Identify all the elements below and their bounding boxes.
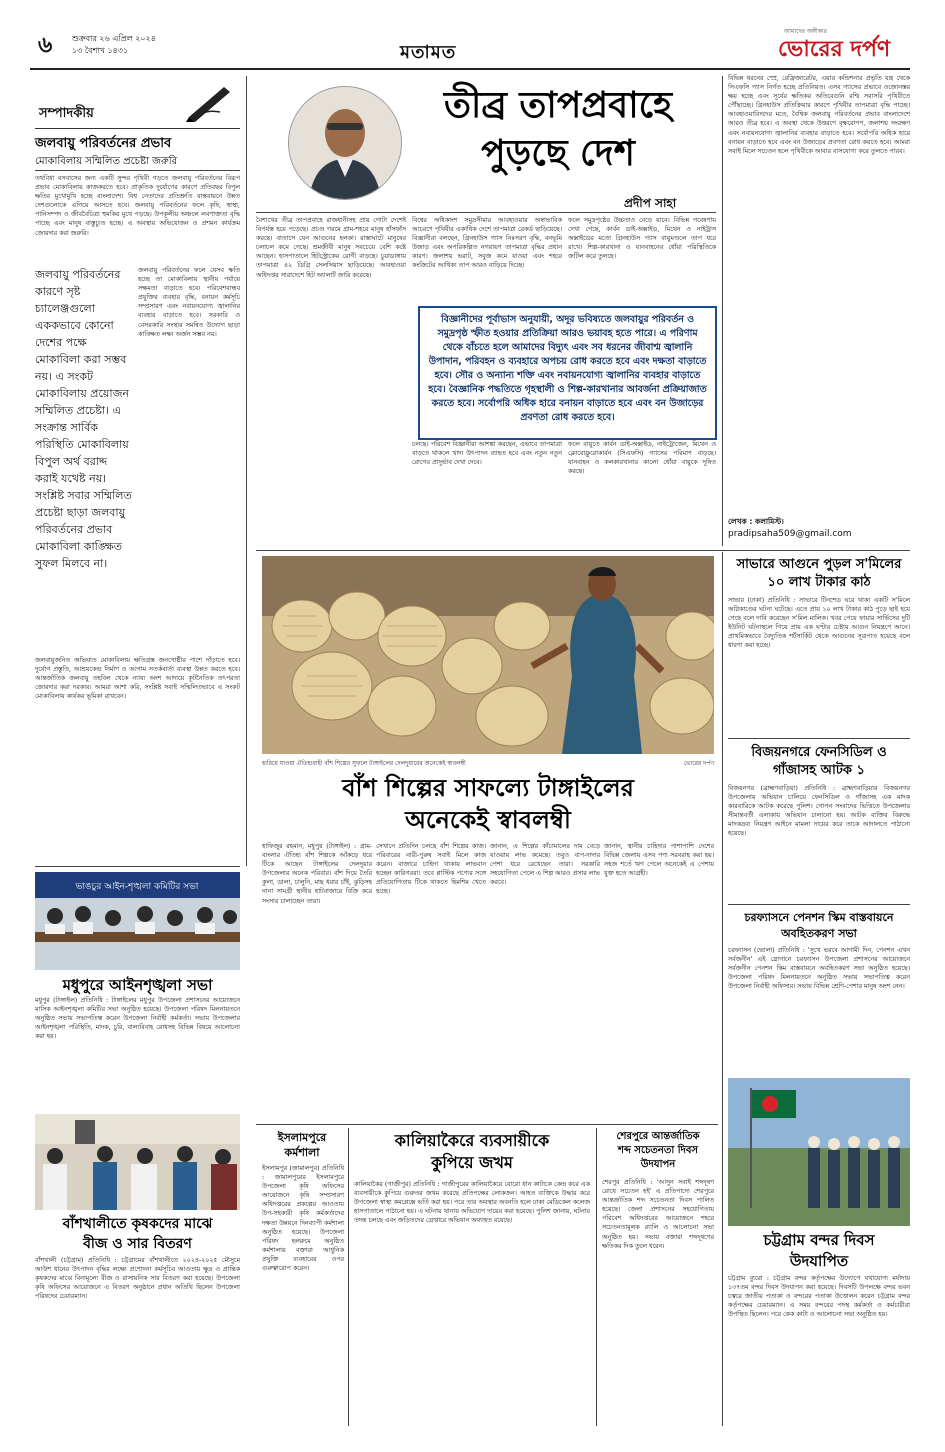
kaliakoir-divider [596,1128,597,1426]
madhupur-photo [35,872,240,970]
feature-quote-box: বিজ্ঞানীদের পূর্বাভাস অনুযায়ী, অদূর ভবিষ্যতে জলবায়ুর পরিবর্তন ও সমুদ্রপৃষ্ঠ স্ফীত হওয়ার প্রতিক্রিয়া আরও ভয়াবহ হতে পারে। এ পরিণাম থেকে বাঁচতে হলে আমাদের বিদ্যুৎ এবং সব ধরনের জীবাশ্ম জ্বালানি উপাদান, পরিবহন ও ব্যবহারে অপচয় রোধ করতে হবে এবং দক্ষতা বাড়াতে হবে। সৌর ও অন্যান্য শক্তি এবং নবায়নযোগ্য জ্বালানির ব্যবহার বাড়াতে হবে। বৈজ্ঞানিক পদ্ধতিতে গৃহস্থালী ও শিল্প-কারখানার আবর্জনা প্রক্রিয়াজাত করতে হবে। সর্বোপরি অধিক হারে বনায়ন বাড়াতে হবে এবং বন উজাড়ের প্রবণতা রোধ করতে হবে। [418,306,717,440]
banshkhali-headline: বাঁশখালীতে কৃষকদের মাঝে বীজ ও সার বিতরণ [62,1216,213,1252]
pen-icon [184,82,234,122]
editorial-label-box [35,76,240,129]
feature-author: প্রদীপ সাহা [624,196,677,210]
right-column-divider [722,552,723,1426]
bamboo-body-3: জানান, এ শিল্পের কাঁচামালের দাম বেড়ে যাওয়ায় লাভ কমেছে। তবুও বাপ-দাদার পেশা ধরে রেখেছেন তারা। সরকারি সহযোগিতা পেলে এ শিল্প আরও প্রসার লাভ করবে। [490,843,600,887]
madhupur-headline: মধুপুরে আইনশৃঙ্খলা সভা [62,976,213,994]
writer-note: লেখক : কলামিস্ট। [728,517,784,526]
editorial-body-1: তথবিধা বসবাসের জন্য একটি সুন্দর পৃথিবী গড়তে জলবায়ু পরিবর্তনের বিরূপ প্রভাব মোকাবিলায় কাজকরতে হবে। প্রাকৃতিক দুর্যোগের কারণে প্রতিবছর বিপুল ক্ষতির মুখোমুখি হচ্ছে বাংলাদেশ। বিশ্ব নেতাদের প্রতিশ্রুতি বাস্তবায়নে উন্নত দেশগুলোকে এগিয়ে আসতে হবে। জলবায়ু পরিবর্তনের ফলে কৃষি, স্বাস্থ্য, পানিসম্পদ ও জীববৈচিত্র্য হুমকির মুখে পড়ছে। উপকূলীয় অঞ্চলে লবণাক্ততা বৃদ্ধি পাচ্ছে এবং মানুষ বাস্তুচ্যুত হচ্ছে। এ অবস্থায় অভিযোজন ও প্রশমন কার্যক্রম জোরদার করা জরুরি। [35,175,240,237]
savar-rule [728,738,910,739]
kaliakoir-body: কালিয়াকৈর (গাজীপুর) প্রতিনিধি : গাজীপুরের কালিয়াকৈরে বোরো ধান কাটাকে কেন্দ্র করে এক ব্যবসায়ীকে কুপিয়ে গুরুতর জখম করেছে প্রতিপক্ষের লোকজন। আহত ব্যক্তিকে উদ্ধার করে উপজেলা স্বাস্থ্য কমপ্লেক্সে ভর্তি করা হয়। পরে তার অবস্থার অবনতি হলে ঢাকা মেডিকেল কলেজ হাসপাতালে পাঠানো হয়। এ ঘটনায় থানায় অভিযোগ দায়ের করা হয়েছে। পুলিশ জানায়, ঘটনার তদন্ত চলছে এবং জড়িতদের গ্রেপ্তারে অভিযান অব্যাহত রয়েছে। [354,1181,590,1225]
bamboo-body-2: সেখানে প্রতিদিন চলছে বাঁশ শিল্পের কাজ। পরিবারের নারী-পুরুষ সবাই মিলে কাজ করেন। বাজারে চাহিদা থাকায় লাভবান হচ্ছেন কারিগররা। তবে প্লাস্টিক পণ্যের সঙ্গে প্রতিযোগিতায় টিকে থাকতে হিমশিম খেতে হচ্ছে। [376,843,486,896]
bamboo-body-1: হাফিজুর রহমান, মধুপুর (টাঙ্গাইল) : গ্রাম-বাংলার ঐতিহ্য বাঁশ শিল্পকে আঁকড়ে ধরে টিকে আছেন টাঙ্গাইলের দেলদুয়ার উপজেলার অনেক পরিবার। বাঁশ দিয়ে তৈরি কুলা, ডালা, চালুনি, মাছ ধরার চাঁই, ঝুড়িসহ নানা সামগ্রী স্থানীয় হাটবাজারে বিক্রি করে সংসার চালাচ্ছেন তারা। [262,843,372,905]
feature-bottom-rule [256,550,910,551]
bijoynagar-headline: বিজয়নগরে ফেনসিডিল ও গাঁজাসহ আটক ১ [751,745,887,778]
feature-col-5: চলছে। পরিবেশ বিজ্ঞানীরা আশঙ্কা করছেন, এভাবে তাপমাত্রা বাড়তে থাকলে খাদ্য উৎপাদন ব্যাহত হবে এবং নতুন নতুন রোগের প্রাদুর্ভাব দেখা দেবে। [412,441,562,467]
bamboo-photo [262,556,714,754]
editorial-subtitle: মোকাবিলায় সম্মিলিত প্রচেষ্টা জরুরি [35,156,178,167]
feature-title-rule [256,212,716,213]
bijoynagar-body: বিজয়নগর (ব্রাহ্মণবাড়িয়া) প্রতিনিধি : ব্রাহ্মণবাড়িয়ার বিজয়নগর উপজেলায় অভিযান চালিয়ে ফেনসিডিল ও গাঁজাসহ এক মাদক কারবারিকে আটক করেছে পুলিশ। গোপন সংবাদের ভিত্তিতে উপজেলার সীমান্তবর্তী এলাকায় অভিযান চালানো হয়। আটক ব্যক্তির বিরুদ্ধে মাদকদ্রব্য নিয়ন্ত্রণ আইনে মামলা দায়ের করে তাকে আদালতে পাঠানো হয়েছে। [728,785,910,838]
islampur-divider [348,1128,349,1426]
kaliakoir-headline: কালিয়াকৈরে ব্যবসায়ীকে কুপিয়ে জখম [394,1131,550,1172]
charfashion-body: চরফ্যাসন (ভোলা) প্রতিনিধি : 'সুখে ভরবে আগামী দিন, পেনশন এখন সর্বজনীন' এই স্লোগানে চরফ্যাসন উপজেলা প্রশাসনের আয়োজনে সর্বজনীন পেনশন স্কিম বাস্তবায়নে অবহিতকরণ সভা অনুষ্ঠিত হয়েছে। উপজেলা পরিষদ মিলনায়তনে অনুষ্ঠিত সভায় সভাপতিত্ব করেন উপজেলা নির্বাহী অফিসার। সভায় বিভিন্ন শ্রেণি-পেশার মানুষ অংশ নেন। [728,947,910,991]
bamboo-headline: বাঁশ শিল্পের সাফল্যে টাঙ্গাইলের অনেকেই স্বাবলম্বী [342,774,634,834]
islampur-body: ইসলামপুর (জামালপুর) প্রতিনিধি : জামালপুরের ইসলামপুরে উপজেলা কৃষি অফিসের আয়োজনে কৃষি সম্প্রসারণ অধিদপ্তরের প্রকল্পের আওতায় উপ-সহকারী কৃষি কর্মকর্তাদের দক্ষতা উন্নয়নে দিনব্যাপী কর্মশালা অনুষ্ঠিত হয়েছে। উপজেলা পরিষদ হলরুমে অনুষ্ঠিত কর্মশালায় বক্তারা আধুনিক প্রযুক্তি ব্যবহারের ওপর গুরুত্বারোপ করেন। [262,1165,344,1273]
section-title: মতামত [400,42,457,63]
islampur-headline: ইসলামপুরে কর্মশালা [277,1131,327,1159]
banshkhali-body: বাঁশখালী (চট্টগ্রাম) প্রতিনিধি : চট্টগ্রামের বাঁশখালীতে ২০২৪-২০২৫ মৌসুমে আউশ ধানের উৎপাদন বৃদ্ধির লক্ষ্যে প্রণোদনা কর্মসূচির আওতায় ক্ষুদ্র ও প্রান্তিক কৃষকদের মাঝে বিনামূল্যে বীজ ও রাসায়নিক সার বিতরণ করা হয়েছে। উপজেলা কৃষি অফিসের আয়োজনে এ বিতরণ অনুষ্ঠানে প্রধান অতিথি ছিলেন উপজেলা পরিষদের চেয়ারম্যান। [35,1257,240,1301]
chattogram-body: চট্টগ্রাম ব্যুরো : চট্টগ্রাম বন্দর কর্তৃপক্ষের উদ্যোগে যথাযোগ্য মর্যাদায় ১৩৭তম বন্দর দিবস উদযাপন করা হয়েছে। দিবসটি উপলক্ষে বন্দর ভবন চত্বরে জাতীয় পতাকা ও বন্দরের পতাকা উত্তোলন করেন চট্টগ্রাম বন্দর কর্তৃপক্ষের চেয়ারম্যান। এ সময় বন্দরের পদস্থ কর্মকর্তা ও কর্মচারীরা উপস্থিত ছিলেন। পরে কেক কাটা ও আলোচনা সভা অনুষ্ঠিত হয়। [728,1275,910,1319]
sherpur-headline: শেরপুরে আন্তর্জাতিক শব্দ সচেতনতা দিবস উদযাপন [616,1131,700,1170]
editorial-label: সম্পাদকীয় [39,106,94,121]
feature-col-3: ফলে সমুদ্রপৃষ্ঠের উচ্চতাও বেড়ে যাবে। বিভিন্ন গবেষণায় দেখা গেছে, কার্বন ডাই-অক্সাইড, মিথেন ও নাইট্রাস অক্সাইডের মতো গ্রিনহাউস গ্যাস বায়ুমণ্ডলে তাপ ধরে রাখে। শিল্প-কারখানা ও যানবাহনের ধোঁয়া পরিস্থিতিকে জটিল করে তুলছে। [568,217,716,261]
savar-headline: সাভারে আগুনে পুড়ল স'মিলের ১০ লাখ টাকার কাঠ [736,557,902,590]
editorial-title: জলবায়ু পরিবর্তনের প্রভাব [35,136,172,151]
page-number: ৬ [38,32,53,58]
madhupur-banner: ভাঙচুর আইন-শৃঙ্খলা কমিটির সভা [75,882,199,892]
date-line: শুক্রবার ২৬ এপ্রিল ২০২৪ ১৩ বৈশাখ ১৪৩১ [72,34,156,55]
bamboo-body-4: জানান, স্থানীয় চাহিদার পাশাপাশি দেশের বিভিন্ন জেলায় এসব পণ্য সরবরাহ করা হয়। সহজ শর্তে ঋণ পেলে অনেকেই এ পেশায় যুক্ত হতে আগ্রহী। [604,843,714,878]
chattogram-headline: চট্টগ্রাম বন্দর দিবস উদযাপিত [763,1231,875,1270]
chattogram-photo [728,1078,910,1226]
bamboo-photo-credit: ভোরের দর্পণ [683,760,714,767]
brand-logo [778,26,908,66]
author-photo [288,86,402,200]
feature-col-6: ফলে বায়ুতে কার্বন ডাই-অক্সাইড, নাইট্রোজেন, মিথেন ও ক্লোরোফ্লুরোকার্বন (সিএফসি) গ্যাসের পরিমাণ বাড়ছে। যানবাহন ও কলকারখানার কালো ধোঁয়া বায়ুকে দূষিত করছে। [568,441,716,476]
editorial-subtitle-rule [35,170,240,171]
brand-name: ভোরের দর্পণ [778,37,891,62]
feature-col-1: বৈশাখের তীব্র তাপপ্রবাহে রাজধানীসহ প্রায় গোটা দেশেই বিপর্যস্ত হয়ে পড়েছে। প্রচণ্ড গরমে গ্রাম-শহরে মানুষ হাঁসফাঁস করছে। বাতাসে যেন আগুনের হলকা। রাস্তাঘাটে মানুষের চলাচল কমে গেছে। শ্রমজীবী মানুষ সবচেয়ে বেশি কষ্টে আছেন। হাসপাতালে হিটস্ট্রোকের রোগী বাড়ছে। চুয়াডাঙ্গায় তাপমাত্রা ৪২ ডিগ্রি সেলসিয়াস ছাড়িয়েছে। আবহাওয়া অধিদপ্তর সারাদেশে হিট অ্যালার্ট জারি করেছে। [256,217,406,279]
editorial-bottom-rule [35,866,240,867]
editorial-pullquote: জলবায়ু পরিবর্তনের কারণে সৃষ্ট চ্যালেঞ্জগুলো এককভাবে কোনো দেশের পক্ষে মোকাবিলা করা সম্ভব নয়। এ সংকট মোকাবিলায় প্রয়োজন সম্মিলিত প্রচেষ্টা। এ সংক্রান্ত সার্বিক পরিস্থিতি মোকাবিলায় বিপুল অর্থ বরাদ্দ করাই যথেষ্ট নয়। সংশ্লিষ্ট সবার সম্মিলিত প্রচেষ্টা ছাড়া জলবায়ু পরিবর্তনের প্রভাব মোকাবিলা কাঙ্ক্ষিত সুফল মিলবে না। [35,268,132,570]
charfashion-headline: চরফ্যাসনে পেনশন স্কিম বাস্তবায়নে অবহিতকরণ সভা [744,911,894,940]
header-rule [30,68,910,70]
bijoynagar-rule [728,904,910,905]
writer-email: pradipsaha509@gmail.com [728,529,852,539]
feature-col-2: বিশ্বের অধিকাংশ সমুদ্রসীমার আবহাওয়ার অস্বাভাবিক আচরণে পৃথিবীর একাধিক দেশে তাপমাত্রা রেকর্ড ছাড়িয়েছে। বিজ্ঞানীরা বলছেন, গ্রিনহাউস গ্যাস নিঃসরণ বৃদ্ধি, বনভূমি উজাড় এবং অপরিকল্পিত নগরায়ণ তাপমাত্রা বৃদ্ধির প্রধান কারণ। জলাশয় ভরাট, সবুজ কমে যাওয়া এবং শহরে কংক্রিটের আধিক্য তাপ আরও বাড়িয়ে দিচ্ছে। [412,217,562,270]
feature-footer [728,516,910,540]
sherpur-body: শেরপুর প্রতিনিধি : 'আসুন সবাই শব্দদূষণ রোধে সচেতন হই' এ প্রতিপাদ্যে শেরপুরে আন্তর্জাতিক শব্দ সচেতনতা দিবস পালিত হয়েছে। জেলা প্রশাসনের সহযোগিতায় পরিবেশ অধিদপ্তরের আয়োজনে শহরে সচেতনতামূলক র‌্যালি ও আলোচনা সভা অনুষ্ঠিত হয়। সভায় বক্তারা শব্দদূষণের ক্ষতিকর দিক তুলে ধরেন। [602,1179,714,1250]
banshkhali-photo [35,1114,240,1210]
editorial-body-3: জলবায়ুজনিত অভিঘাত মোকাবিলায় ক্ষতিগ্রস্ত জনগোষ্ঠীর পাশে দাঁড়াতে হবে। দুর্যোগ প্রস্তুতি, আশ্রয়কেন্দ্র নির্মাণ ও আগাম সতর্কবার্তা ব্যবস্থা উন্নত করতে হবে। আন্তর্জাতিক জলবায়ু তহবিল থেকে ন্যায্য অংশ আদায়ে কূটনৈতিক তৎপরতা জোরদার করা দরকার। আমরা আশা করি, সংশ্লিষ্ট সবাই সম্মিলিতভাবে এ সংকট মোকাবিলায় কার্যকর ভূমিকা রাখবেন। [35,657,240,701]
editorial-body-2: জলবায়ু পরিবর্তনের ফলে যেসব ক্ষতি হচ্ছে তা মোকাবিলায় স্থানীয় পর্যায়ে সক্ষমতা বাড়াতে হবে। পরিবেশবান্ধব প্রযুক্তির ব্যবহার বৃদ্ধি, বনায়ন কর্মসূচি সম্প্রসারণ এবং নবায়নযোগ্য জ্বালানির ব্যবহার বাড়াতে হবে। সরকারি ও বেসরকারি সংস্থার সমন্বিত উদ্যোগ ছাড়া কাঙ্ক্ষিত লক্ষ্য অর্জন সম্ভব নয়। [138,267,240,338]
bamboo-bottom-rule [256,1124,718,1125]
madhupur-body: মধুপুর (টাঙ্গাইল) প্রতিনিধি : টাঙ্গাইলের মধুপুর উপজেলা প্রশাসনের আয়োজনে মাসিক আইনশৃঙ্খলা কমিটির সভা অনুষ্ঠিত হয়েছে। উপজেলা পরিষদ মিলনায়তনে অনুষ্ঠিত সভায় সভাপতিত্ব করেন উপজেলা নির্বাহী কর্মকর্তা। সভায় উপজেলার আইনশৃঙ্খলা পরিস্থিতি, মাদক, চুরি, বাল্যবিবাহ রোধসহ বিভিন্ন বিষয়ে আলোচনা করা হয়। [35,997,240,1041]
editorial-divider [246,76,247,866]
brand-tag: আমাদের অঙ্গীকার [784,28,827,35]
feature-col-4: বিভিন্ন ধরনের স্প্রে, রেফ্রিজারেটর, এয়ার কন্ডিশনার প্রভৃতি যন্ত্র থেকে সিএফসি গ্যাস নির্গত হচ্ছে প্রতিনিয়ত। এসব গ্যাসের প্রভাবে ওজোনস্তর ক্ষয় হচ্ছে এবং সূর্যের ক্ষতিকর অতিবেগুনি রশ্মি সরাসরি পৃথিবীতে পৌঁছাচ্ছে। গ্রিনহাউস প্রতিক্রিয়ার কারণে পৃথিবীর তাপমাত্রা বৃদ্ধি পাচ্ছে। আবহাওয়াবিদদের মতে, বৈশ্বিক জলবায়ু পরিবর্তনের প্রভাব বাংলাদেশে আরও তীব্র হবে। এ অবস্থা থেকে উত্তরণে বৃক্ষরোপণ, জলাশয় সংরক্ষণ এবং নবায়নযোগ্য জ্বালানির ব্যবহার বাড়াতে হবে। সর্বোপরি অধিক হারে বনায়ন বাড়াতে হবে এবং বন উজাড়ের প্রবণতা রোধ করতে হবে। আমরা সবাই মিলে সচেতন হলে পৃথিবীকে আবার বাসযোগ্য করে তুলতে পারব। [728,75,910,155]
feature-title: তীব্র তাপপ্রবাহে পুড়ছে দেশ [443,85,673,174]
person-icon [289,87,401,199]
bamboo-photo-caption: হারিয়ে যাওয়া ঐতিহ্যবাহী বাঁশ শিল্পের সুফলে টাঙ্গাইলের দেলদুয়ারের অনেকেই স্বাবলম্বী [262,760,466,767]
feature-col-divider [722,76,723,546]
savar-body: সাভার (ঢাকা) প্রতিনিধি : সাভারে টিনশেড ঘরে থাকা একটি স'মিলে অগ্নিকাণ্ডের ঘটনা ঘটেছে। এতে প্রায় ১০ লাখ টাকার কাঠ পুড়ে ছাই হয়ে গেছে বলে দাবি করেছেন স'মিল মালিক। খবর পেয়ে ফায়ার সার্ভিসের দুটি ইউনিট ঘটনাস্থলে গিয়ে প্রায় এক ঘণ্টার চেষ্টায় আগুন নিয়ন্ত্রণে আনে। প্রাথমিকভাবে বৈদ্যুতিক শর্টসার্কিট থেকে আগুনের সূত্রপাত হয়েছে বলে ধারণা করা হচ্ছে। [728,597,910,650]
